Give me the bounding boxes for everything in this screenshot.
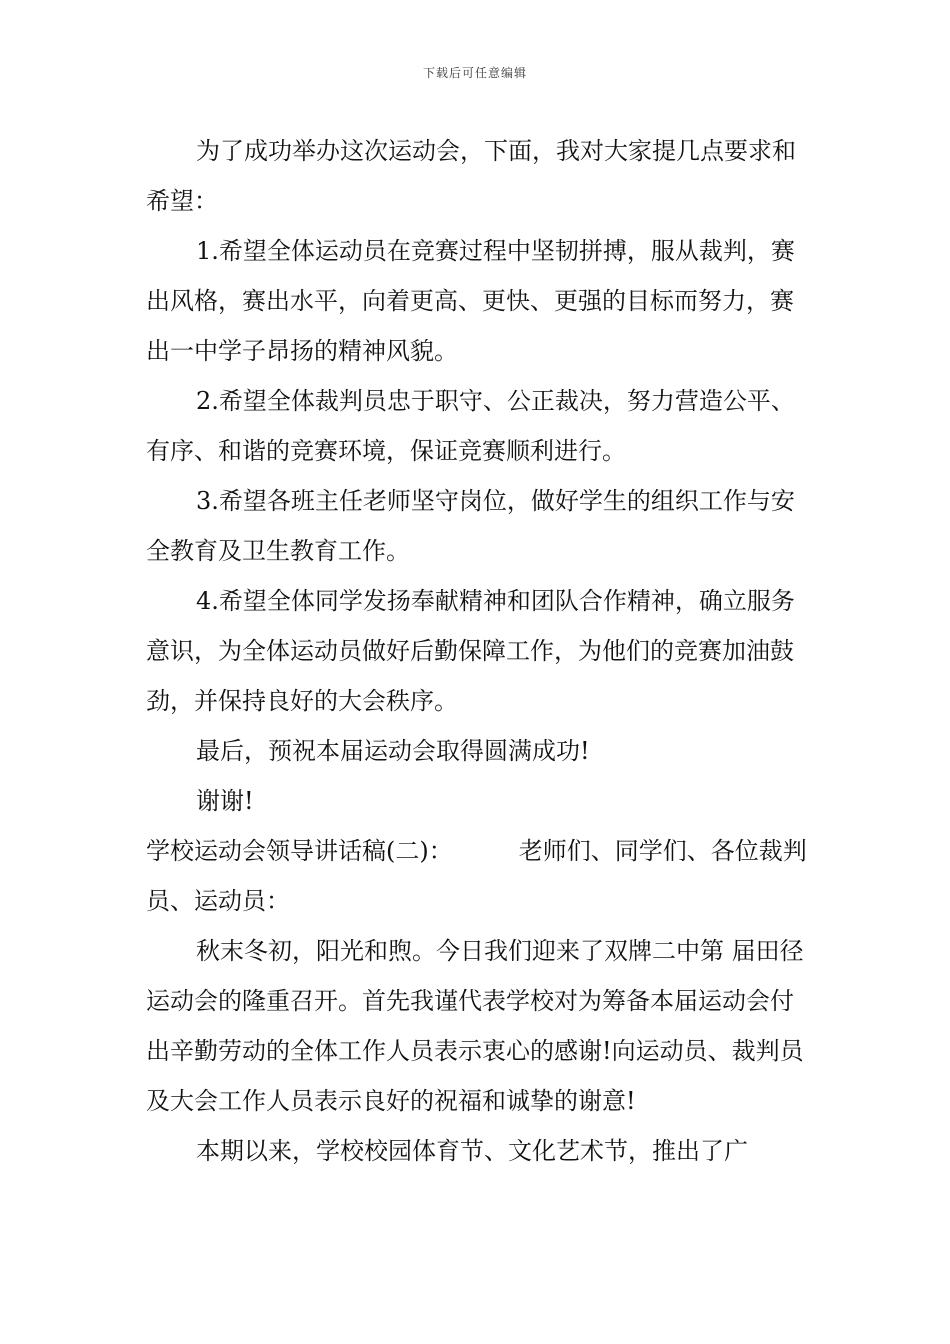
section-two-paragraph-1: 秋末冬初，阳光和煦。今日我们迎来了双牌二中第 届田径运动会的隆重召开。首先我谨代表学校对为筹备本届运动会付出辛勤劳动的全体工作人员表示衷心的感谢!向运动员、裁判员及大会工作人员表示良好的祝福和诚挚的谢意!: [146, 937, 804, 1115]
section-two-salutation: 老师们、同学们、各位裁判员、运动员：: [146, 837, 807, 915]
closing-wish-paragraph: 最后，预祝本届运动会取得圆满成功!: [196, 737, 590, 765]
requirement-2-paragraph: 2.希望全体裁判员忠于职守、公正裁决，努力营造公平、有序、和谐的竞赛环境，保证竞赛顺利进行。: [146, 387, 795, 465]
document-body: [146, 126, 814, 1176]
thanks-paragraph: 谢谢!: [196, 787, 254, 815]
page-header-note: 下载后可任意编辑: [422, 66, 527, 80]
requirement-3-paragraph: 3.希望各班主任老师坚守岗位，做好学生的组织工作与安全教育及卫生教育工作。: [146, 487, 795, 565]
section-two-title: 学校运动会领导讲话稿(二)：: [146, 837, 453, 865]
section-two-paragraph-2: 本期以来，学校校园体育节、文化艺术节，推出了广: [196, 1137, 748, 1165]
section-two-heading: [146, 826, 814, 926]
intro-paragraph: 为了成功举办这次运动会，下面，我对大家提几点要求和希望：: [146, 137, 796, 215]
requirement-1-paragraph: 1.希望全体运动员在竞赛过程中坚韧拼搏，服从裁判，赛出风格，赛出水平，向着更高、更快、更强的目标而努力，赛出一中学子昂扬的精神风貌。: [146, 237, 795, 365]
requirement-4-paragraph: 4.希望全体同学发扬奉献精神和团队合作精神，确立服务意识，为全体运动员做好后勤保障工作，为他们的竞赛加油鼓劲，并保持良好的大会秩序。: [146, 587, 795, 715]
